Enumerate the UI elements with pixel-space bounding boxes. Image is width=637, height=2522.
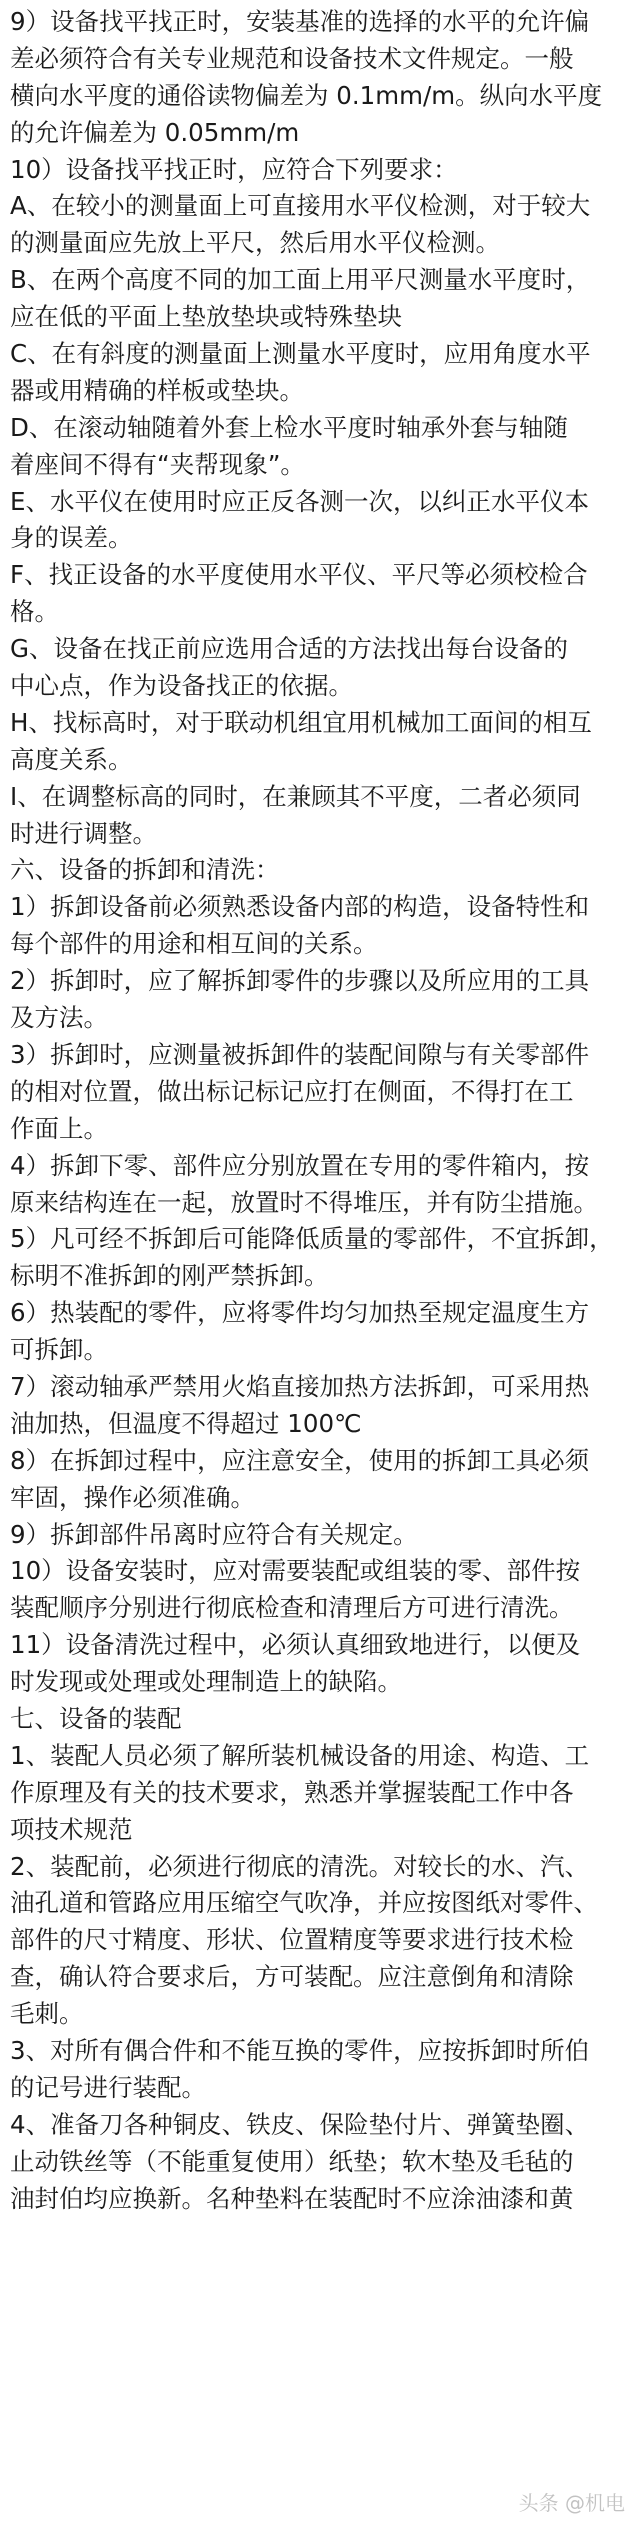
text-line: 身的误差。: [10, 523, 133, 553]
text-line: 10）设备安装时，应对需要装配或组装的零、部件按: [10, 1556, 581, 1586]
text-line: 9）拆卸部件吊离时应符合有关规定。: [10, 1519, 418, 1549]
text-line: 3、对所有偶合件和不能互换的零件，应按拆卸时所伯: [10, 2035, 590, 2065]
text-line: 4）拆卸下零、部件应分别放置在专用的零件箱内，按: [10, 1150, 590, 1180]
text-line: 中心点，作为设备找正的依据。: [10, 671, 353, 701]
text-line: 器或用精确的样板或垫块。: [10, 375, 304, 405]
text-line: 5）凡可经不拆卸后可能降低质量的零部件，不宜拆卸，: [10, 1224, 614, 1254]
text-line: 11）设备清洗过程中，必须认真细致地进行，以便及: [10, 1630, 581, 1660]
text-line: 应在低的平面上垫放垫块或特殊垫块: [10, 302, 402, 332]
text-line: B、在两个高度不同的加工面上用平尺测量水平度时，: [10, 265, 591, 295]
text-line: 毛刺。: [10, 1999, 84, 2029]
text-line: 高度关系。: [10, 744, 133, 774]
text-line: 查，确认符合要求后，方可装配。应注意倒角和清除: [10, 1962, 574, 1992]
text-line: 牢固，操作必须准确。: [10, 1482, 255, 1512]
text-line: 止动铁丝等（不能重复使用）纸垫；软木垫及毛毡的: [10, 2146, 574, 2176]
text-line: 横向水平度的通俗读物偏差为 0.1mm/m。纵向水平度: [10, 80, 603, 110]
text-line: 4、准备刀各种铜皮、铁皮、保险垫付片、弹簧垫圈、: [10, 2109, 590, 2139]
text-line: 时进行调整。: [10, 818, 157, 848]
text-line: 3）拆卸时，应测量被拆卸件的装配间隙与有关零部件: [10, 1039, 590, 1069]
text-line: 油封伯均应换新。名种垫料在装配时不应涂油漆和黄: [10, 2183, 574, 2213]
text-line: 可拆卸。: [10, 1335, 108, 1365]
text-line: 差必须符合有关专业规范和设备技术文件规定。一般: [10, 43, 574, 73]
text-line: 原来结构连在一起，放置时不得堆压，并有防尘措施。: [10, 1187, 598, 1217]
text-line: H、找标高时，对于联动机组宜用机械加工面间的相互: [10, 707, 592, 737]
text-line: 作面上。: [10, 1113, 108, 1143]
text-line: G、设备在找正前应选用合适的方法找出每台设备的: [10, 634, 568, 664]
text-line: 2、装配前，必须进行彻底的清洗。对较长的水、汽、: [10, 1851, 590, 1881]
text-line: 的记号进行装配。: [10, 2072, 206, 2102]
text-line: 7）滚动轴承严禁用火焰直接加热方法拆卸，可采用热: [10, 1371, 590, 1401]
text-line: I、在调整标高的同时，在兼顾其不平度，二者必须同: [10, 781, 581, 811]
text-line: D、在滚动轴随着外套上检水平度时轴承外套与轴随: [10, 412, 568, 442]
text-line: 2）拆卸时，应了解拆卸零件的步骤以及所应用的工具: [10, 966, 590, 996]
section-heading: 七、设备的装配: [10, 1703, 182, 1733]
text-line: 标明不准拆卸的刚严禁拆卸。: [10, 1261, 329, 1291]
text-line: 1、装配人员必须了解所装机械设备的用途、构造、工: [10, 1740, 590, 1770]
text-line: 部件的尺寸精度、形状、位置精度等要求进行技术检: [10, 1925, 574, 1955]
text-line: 6）热装配的零件，应将零件均匀加热至规定温度生方: [10, 1298, 590, 1328]
text-line: A、在较小的测量面上可直接用水平仪检测，对于较大: [10, 191, 591, 221]
text-line: 作原理及有关的技术要求，熟悉并掌握装配工作中各: [10, 1777, 574, 1807]
text-line: 每个部件的用途和相互间的关系。: [10, 929, 378, 959]
text-line: 的测量面应先放上平尺，然后用水平仪检测。: [10, 228, 500, 258]
text-line: 及方法。: [10, 1003, 108, 1033]
text-line: 的相对位置，做出标记标记应打在侧面，不得打在工: [10, 1076, 574, 1106]
text-line: 项技术规范: [10, 1814, 133, 1844]
text-line: 着座间不得有“夹帮现象”。: [10, 449, 305, 479]
watermark: 头条 @机电: [518, 2491, 625, 2515]
text-line: E、水平仪在使用时应正反各测一次，以纠正水平仪本: [10, 486, 589, 516]
text-line: 格。: [10, 597, 59, 627]
text-line: 时发现或处理或处理制造上的缺陷。: [10, 1667, 402, 1697]
text-line: 8）在拆卸过程中，应注意安全，使用的拆卸工具必须: [10, 1445, 590, 1475]
text-line: C、在有斜度的测量面上测量水平度时，应用角度水平: [10, 339, 591, 369]
section-heading: 六、设备的拆卸和清洗：: [10, 855, 280, 885]
text-line: 1）拆卸设备前必须熟悉设备内部的构造，设备特性和: [10, 892, 590, 922]
text-line: 10）设备找平找正时，应符合下列要求：: [10, 154, 458, 184]
text-line: 9）设备找平找正时，安装基准的选择的水平的允许偏: [10, 7, 590, 36]
text-line: 装配顺序分别进行彻底检查和清理后方可进行清洗。: [10, 1593, 574, 1623]
text-line: 油孔道和管路应用压缩空气吹净，并应按图纸对零件、: [10, 1888, 598, 1918]
text-line: F、找正设备的水平度使用水平仪、平尺等必须校检合: [10, 560, 588, 590]
text-line: 的允许偏差为 0.05mm/m: [10, 117, 300, 147]
text-line: 油加热，但温度不得超过 100℃: [10, 1408, 362, 1438]
